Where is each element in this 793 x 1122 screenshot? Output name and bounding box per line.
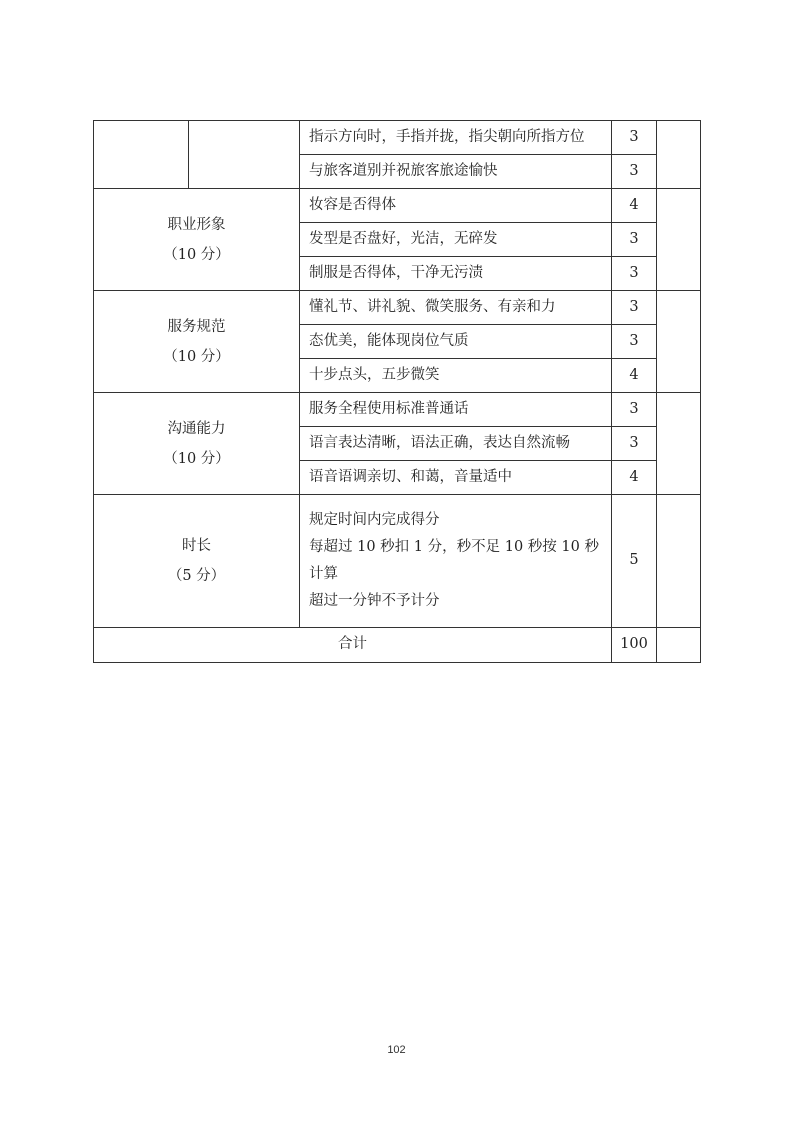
criterion-cell: 十步点头，五步微笑 bbox=[300, 359, 612, 393]
category-points: （10 分） bbox=[163, 246, 230, 263]
grading-table bbox=[93, 120, 701, 663]
result-cell bbox=[657, 291, 701, 393]
criterion-line: 规定时间内完成得分 bbox=[309, 512, 440, 528]
criterion-cell: 服务全程使用标准普通话 bbox=[300, 393, 612, 427]
criterion-cell bbox=[300, 495, 612, 628]
score-cell: 5 bbox=[612, 495, 657, 628]
page-number: 102 bbox=[387, 1044, 406, 1056]
score-cell: 3 bbox=[612, 257, 657, 291]
score-cell: 3 bbox=[612, 325, 657, 359]
criterion-cell: 发型是否盘好，光洁，无碎发 bbox=[300, 223, 612, 257]
total-row bbox=[94, 628, 701, 663]
score-cell: 3 bbox=[612, 223, 657, 257]
category-points: （10 分） bbox=[163, 450, 230, 467]
result-cell bbox=[657, 189, 701, 291]
criterion-line: 每超过 10 秒扣 1 分，秒不足 10 秒按 10 秒 bbox=[309, 539, 599, 555]
criterion-line: 超过一分钟不予计分 bbox=[309, 593, 440, 609]
category-name: 时长 bbox=[182, 538, 211, 554]
criterion-line: 计算 bbox=[309, 566, 338, 582]
criterion-cell: 语音语调亲切、和蔼，音量适中 bbox=[300, 461, 612, 495]
result-cell bbox=[657, 628, 701, 663]
category-name: 职业形象 bbox=[167, 216, 226, 233]
category-name: 服务规范 bbox=[167, 318, 226, 335]
criterion-cell: 语言表达清晰，语法正确，表达自然流畅 bbox=[300, 427, 612, 461]
result-cell bbox=[657, 393, 701, 495]
criterion-cell: 态优美，能体现岗位气质 bbox=[300, 325, 612, 359]
criterion-cell: 妆容是否得体 bbox=[300, 189, 612, 223]
table-row bbox=[94, 291, 701, 325]
blank-cell bbox=[189, 121, 300, 189]
category-cell bbox=[94, 189, 300, 291]
criterion-cell: 制服是否得体，干净无污渍 bbox=[300, 257, 612, 291]
total-label: 合计 bbox=[94, 628, 612, 663]
table-row bbox=[94, 189, 701, 223]
table-row bbox=[94, 393, 701, 427]
score-cell: 3 bbox=[612, 393, 657, 427]
criterion-cell: 与旅客道别并祝旅客旅途愉快 bbox=[300, 155, 612, 189]
score-cell: 3 bbox=[612, 121, 657, 155]
category-cell bbox=[94, 393, 300, 495]
result-cell bbox=[657, 495, 701, 628]
score-cell: 4 bbox=[612, 359, 657, 393]
total-score: 100 bbox=[612, 628, 657, 663]
category-points: （5 分） bbox=[167, 568, 226, 584]
score-cell: 3 bbox=[612, 155, 657, 189]
criterion-cell: 指示方向时，手指并拢，指尖朝向所指方位 bbox=[300, 121, 612, 155]
score-cell: 4 bbox=[612, 189, 657, 223]
category-cell bbox=[94, 495, 300, 628]
category-name: 沟通能力 bbox=[167, 420, 226, 437]
table-row bbox=[94, 121, 701, 155]
result-cell bbox=[657, 121, 701, 189]
table-row bbox=[94, 495, 701, 628]
score-cell: 3 bbox=[612, 427, 657, 461]
score-cell: 3 bbox=[612, 291, 657, 325]
category-points: （10 分） bbox=[163, 348, 230, 365]
blank-cell bbox=[94, 121, 189, 189]
score-cell: 4 bbox=[612, 461, 657, 495]
category-cell bbox=[94, 291, 300, 393]
criterion-cell: 懂礼节、讲礼貌、微笑服务、有亲和力 bbox=[300, 291, 612, 325]
